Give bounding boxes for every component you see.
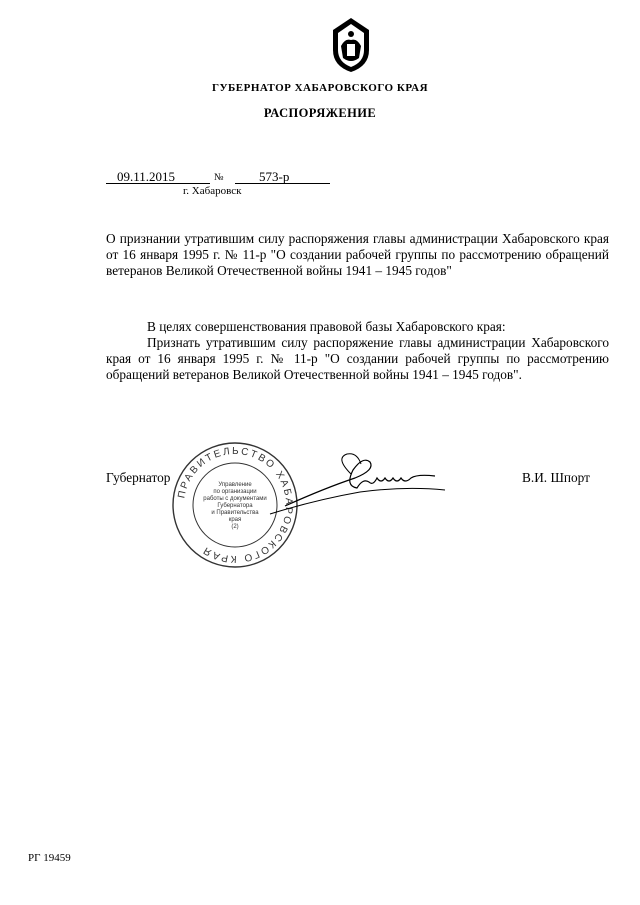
stamp-inner-line: Управление: [218, 482, 252, 488]
signatory-name: В.И. Шпорт: [522, 470, 590, 485]
stamp-inner-line: и Правительства: [211, 510, 259, 516]
document-date: 09.11.2015: [117, 169, 176, 184]
coat-of-arms-icon: [329, 16, 373, 74]
document-city: г. Хабаровск: [183, 185, 242, 197]
date-underline: [106, 183, 210, 184]
stamp-inner-line: работы с документами: [203, 496, 267, 502]
stamp-inner-line: (2): [231, 524, 239, 530]
stamp-outer-text: ПРАВИТЕЛЬСТВО ХАБАРОВСКОГО КРАЯ: [176, 445, 295, 565]
basis-paragraph: В целях совершенствования правовой базы Хабаровского края:: [147, 319, 506, 334]
resolution-paragraph: Признать утратившим силу распоряжение главы администрации Хабаровского края от 16 января 1995 г. № 11-р "О создании рабочей группы по рассмотрению обращений ветеранов Великой Отечественной войны 1941 – 1945 годов".: [106, 335, 609, 382]
document-type: РАСПОРЯЖЕНИЕ: [263, 106, 377, 120]
authority-title: ГУБЕРНАТОР ХАБАРОВСКОГО КРАЯ: [211, 82, 429, 94]
number-sign: №: [214, 172, 224, 183]
stamp-inner-line: по организации: [213, 489, 257, 495]
stamp-inner-line: края: [228, 517, 242, 523]
registration-number: РГ 19459: [28, 852, 71, 864]
signatory-position: Губернатор: [106, 470, 171, 485]
number-underline: [235, 183, 330, 184]
document-subject: О признании утратившим силу распоряжения главы администрации Хабаровского края от 16 января 1995 г. № 11-р "О создании рабочей группы по рассмотрению обращений ветеранов Великой Отечественной войны 1941 – 1945 годов": [106, 231, 609, 278]
stamp-inner-line: Губернатора: [217, 503, 253, 509]
handwritten-signature: [265, 448, 450, 518]
document-number: 573-р: [259, 169, 290, 184]
